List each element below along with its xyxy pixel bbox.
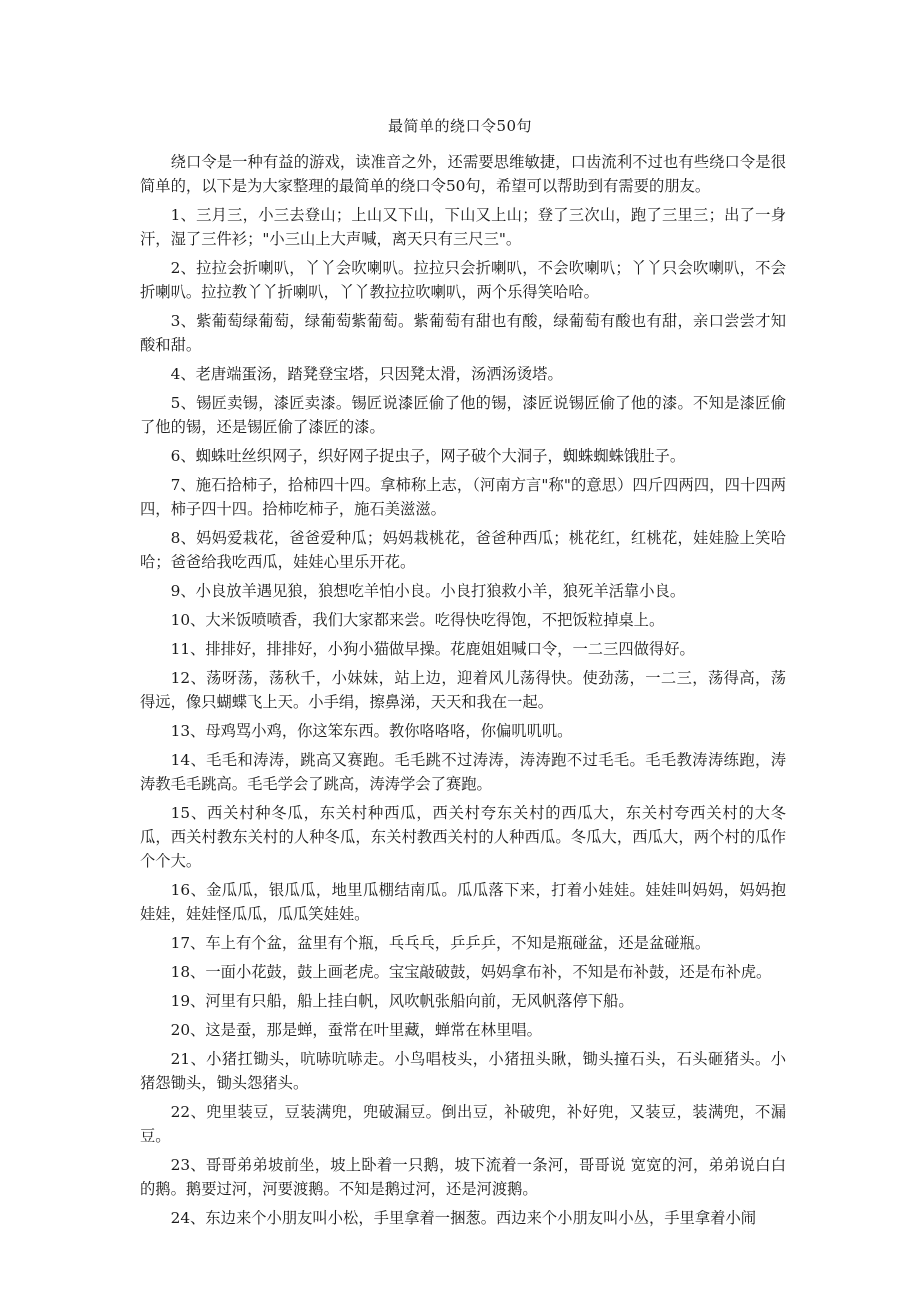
list-item: 11、排排好，排排好，小狗小猫做早操。花鹿姐姐喊口令，一二三四做得好。 [170,640,695,658]
list-item: 2、拉拉会折喇叭，丫丫会吹喇叭。拉拉只会折喇叭，不会吹喇叭；丫丫只会吹喇叭，不会折喇叭。拉拉教丫丫折喇叭，丫丫教拉拉吹喇叭，两个乐得笑哈哈。 [140,259,786,301]
list-item: 22、兜里装豆，豆装满兜，兜破漏豆。倒出豆，补破兜，补好兜，又装豆，装满兜，不漏豆。 [140,1103,786,1145]
list-item: 15、西关村种冬瓜，东关村种西瓜，西关村夸东关村的西瓜大，东关村夸西关村的大冬瓜，西关村教东关村的人种冬瓜，东关村教西关村的人种西瓜。冬瓜大，西瓜大，两个村的瓜作个个大。 [140,804,786,870]
list-item: 4、老唐端蛋汤，踏凳登宝塔，只因凳太滑，汤洒汤烫塔。 [170,365,563,383]
list-item: 24、东边来个小朋友叫小松，手里拿着一捆葱。西边来个小朋友叫小丛，手里拿着小闹 [170,1209,757,1227]
list-item: 12、荡呀荡，荡秋千，小妹妹，站上边，迎着风儿荡得快。使劲荡，一二三，荡得高，荡得远，像只蝴蝶飞上天。小手绢，擦鼻涕，天天和我在一起。 [140,669,786,711]
list-item: 3、紫葡萄绿葡萄，绿葡萄紫葡萄。紫葡萄有甜也有酸，绿葡萄有酸也有甜，亲口尝尝才知酸和甜。 [140,312,786,354]
list-item: 5、锡匠卖锡，漆匠卖漆。锡匠说漆匠偷了他的锡，漆匠说锡匠偷了他的漆。不知是漆匠偷了他的锡，还是锡匠偷了漆匠的漆。 [140,394,786,436]
list-item: 6、蜘蛛吐丝织网子，织好网子捉虫子，网子破个大洞子，蜘蛛蜘蛛饿肚子。 [170,447,686,465]
document-body [140,150,786,1235]
list-item: 16、金瓜瓜，银瓜瓜，地里瓜棚结南瓜。瓜瓜落下来，打着小娃娃。娃娃叫妈妈，妈妈抱娃娃，娃娃怪瓜瓜，瓜瓜笑娃娃。 [140,881,786,923]
list-item: 1、三月三，小三去登山；上山又下山，下山又上山；登了三次山，跑了三里三；出了一身汗，湿了三件衫；"小三山上大声喊，离天只有三尺三"。 [140,206,786,248]
list-item: 17、车上有个盆，盆里有个瓶，乓乓乓，乒乒乒，不知是瓶碰盆，还是盆碰瓶。 [170,934,711,952]
list-item: 19、河里有只船，船上挂白帆，风吹帆张船向前，无风帆落停下船。 [170,992,634,1010]
list-item: 9、小良放羊遇见狼，狼想吃羊怕小良。小良打狼救小羊，狼死羊活靠小良。 [170,582,686,600]
intro-paragraph: 绕口令是一种有益的游戏，读准音之外，还需要思维敏捷，口齿流利不过也有些绕口令是很简单的，以下是为大家整理的最简单的绕口令50句，希望可以帮助到有需要的朋友。 [140,153,786,195]
list-item: 21、小猪扛锄头，吭哧吭哧走。小鸟唱枝头，小猪扭头瞅，锄头撞石头，石头砸猪头。小猪怨锄头，锄头怨猪头。 [140,1050,786,1092]
list-item: 20、这是蚕，那是蝉，蚕常在叶里藏，蝉常在林里唱。 [170,1021,542,1039]
document-title: 最简单的绕口令50句 [387,117,533,135]
list-item: 14、毛毛和涛涛，跳高又赛跑。毛毛跳不过涛涛，涛涛跑不过毛毛。毛毛教涛涛练跑，涛涛教毛毛跳高。毛毛学会了跳高，涛涛学会了赛跑。 [140,751,786,793]
list-item: 13、母鸡骂小鸡，你这笨东西。教你咯咯咯，你偏叽叽叽。 [170,722,573,740]
list-item: 18、一面小花鼓，鼓上画老虎。宝宝敲破鼓，妈妈拿布补，不知是布补鼓，还是布补虎。 [170,963,772,981]
list-item: 23、哥哥弟弟坡前坐，坡上卧着一只鹅，坡下流着一条河，哥哥说 宽宽的河，弟弟说白白的鹅。鹅要过河，河要渡鹅。不知是鹅过河，还是河渡鹅。 [140,1156,786,1198]
list-item: 7、施石拾柿子，拾柿四十四。拿柿称上志，（河南方言"称"的意思）四斤四两四，四十四两四，柿子四十四。拾柿吃柿子，施石美滋滋。 [140,476,786,518]
list-item: 10、大米饭喷喷香，我们大家都来尝。吃得快吃得饱，不把饭粒掉桌上。 [170,611,665,629]
list-item: 8、妈妈爱栽花，爸爸爱种瓜；妈妈栽桃花，爸爸种西瓜；桃花红，红桃花，娃娃脸上笑哈哈；爸爸给我吃西瓜，娃娃心里乐开花。 [140,529,786,571]
